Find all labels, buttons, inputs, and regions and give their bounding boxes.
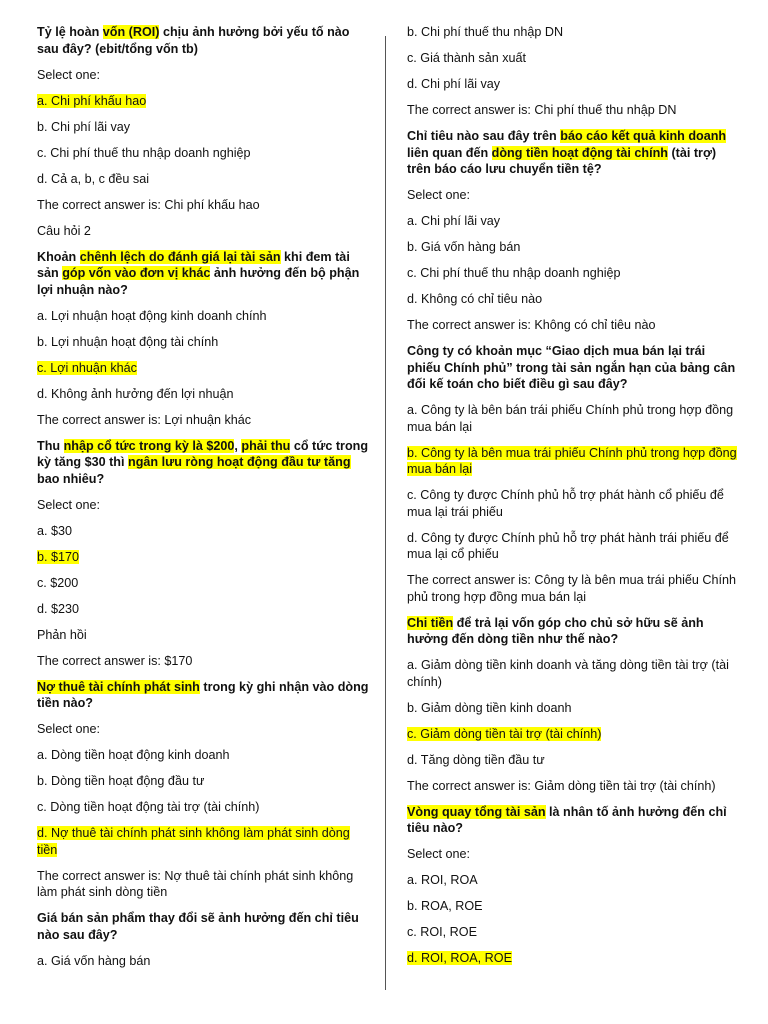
option-correct: c. Giảm dòng tiền tài trợ (tài chính) — [407, 726, 602, 741]
question-1: Tỷ lệ hoàn vốn (ROI) chịu ảnh hưởng bởi yếu tố nào sau đây? (ebit/tổng vốn tb) — [37, 25, 350, 56]
option: a. Dòng tiền hoạt động kinh doanh — [37, 748, 230, 762]
option: c. Chi phí thuế thu nhập doanh nghiệp — [407, 266, 621, 280]
option: a. Công ty là bên bán trái phiếu Chính phủ trong hợp đồng mua bán lại — [407, 403, 734, 434]
select-one-label: Select one: — [407, 188, 471, 202]
option: d. Tăng dòng tiền đầu tư — [407, 752, 545, 767]
option: b. Giá vốn hàng bán — [407, 240, 521, 254]
option: a. Chi phí lãi vay — [407, 214, 501, 228]
option: a. $30 — [37, 523, 73, 538]
option-correct: d. Nợ thuê tài chính phát sinh không làm phát sinh dòng tiền — [37, 826, 350, 857]
option: d. Không ảnh hưởng đến lợi nhuận — [37, 386, 234, 401]
option-correct: b. $170 — [37, 549, 80, 564]
select-one-label: Select one: — [37, 67, 101, 82]
option: c. Chi phí thuế thu nhập doanh nghiệp — [37, 145, 251, 160]
option: c. ROI, ROE — [407, 925, 477, 939]
option-correct: c. Lợi nhuận khác — [37, 360, 137, 375]
select-one-label: Select one: — [37, 497, 101, 512]
question-9: Vòng quay tổng tài sản là nhân tố ảnh hưởng đến chỉ tiêu nào? — [407, 804, 727, 835]
column-divider — [385, 36, 386, 990]
correct-answer: The correct answer is: Chi phí thuế thu nhập DN — [407, 103, 677, 117]
correct-answer: The correct answer is: Giảm dòng tiền tài trợ (tài chính) — [407, 778, 716, 793]
feedback-label: Phản hồi — [37, 627, 87, 642]
correct-answer: The correct answer is: Công ty là bên mua trái phiếu Chính phủ trong hợp đồng mua bán lại — [407, 573, 736, 604]
option-correct: a. Chi phí khấu hao — [37, 93, 147, 108]
question-2: Khoản chênh lệch do đánh giá lại tài sản khi đem tài sản góp vốn vào đơn vị khác ảnh hưởng đến bộ phận lợi nhuận nào? — [37, 249, 360, 297]
option: d. Không có chỉ tiêu nào — [407, 292, 543, 306]
correct-answer: The correct answer is: $170 — [37, 653, 193, 668]
option: c. $200 — [37, 575, 79, 590]
correct-answer: The correct answer is: Nợ thuê tài chính phát sinh không làm phát sinh dòng tiền — [37, 868, 354, 899]
option: a. Giá vốn hàng bán — [37, 953, 151, 968]
option-correct: d. ROI, ROA, ROE — [407, 951, 512, 965]
correct-answer: The correct answer is: Lợi nhuận khác — [37, 412, 252, 427]
option: b. ROA, ROE — [407, 899, 483, 913]
option: d. Chi phí lãi vay — [407, 77, 501, 91]
option: d. Cả a, b, c đều sai — [37, 171, 150, 186]
right-column — [407, 24, 737, 967]
question-4: Nợ thuê tài chính phát sinh trong kỳ ghi nhận vào dòng tiền nào? — [37, 679, 369, 710]
option: b. Dòng tiền hoạt động đầu tư — [37, 774, 205, 788]
option: c. Giá thành sản xuất — [407, 51, 527, 65]
question-5: Giá bán sản phẩm thay đổi sẽ ảnh hưởng đến chỉ tiêu nào sau đây? — [37, 911, 359, 942]
option: a. Lợi nhuận hoạt động kinh doanh chính — [37, 308, 267, 323]
option: d. Công ty được Chính phủ hỗ trợ phát hành trái phiếu để mua lại cổ phiếu — [407, 530, 729, 561]
option: a. ROI, ROA — [407, 873, 478, 887]
select-one-label: Select one: — [37, 722, 101, 736]
option-correct: b. Công ty là bên mua trái phiếu Chính phủ trong hợp đồng mua bán lại — [407, 445, 737, 476]
option: b. Chi phí lãi vay — [37, 119, 131, 134]
correct-answer: The correct answer is: Chi phí khấu hao — [37, 197, 260, 212]
correct-answer: The correct answer is: Không có chỉ tiêu nào — [407, 318, 656, 332]
option: c. Công ty được Chính phủ hỗ trợ phát hành cổ phiếu để mua lại trái phiếu — [407, 488, 724, 519]
question-6: Chỉ tiêu nào sau đây trên báo cáo kết quả kinh doanh liên quan đến dòng tiền hoạt động tài chính (tài trợ) trên báo cáo lưu chuyển tiền tệ? — [407, 129, 727, 176]
option: b. Lợi nhuận hoạt động tài chính — [37, 334, 219, 349]
question-number: Câu hỏi 2 — [37, 223, 91, 238]
select-one-label: Select one: — [407, 847, 471, 861]
option: c. Dòng tiền hoạt động tài trợ (tài chính) — [37, 800, 260, 814]
question-7: Công ty có khoản mục “Giao dịch mua bán lại trái phiếu Chính phủ” trong tài sản ngắn hạn của bảng cân đối kế toán cho biết điều gì sau đây? — [407, 344, 736, 391]
option: b. Chi phí thuế thu nhập DN — [407, 25, 564, 39]
left-column — [37, 24, 372, 969]
question-3: Thu nhập cổ tức trong kỳ là $200, phải thu cổ tức trong kỳ tăng $30 thì ngân lưu ròng hoạt động đầu tư tăng bao nhiêu? — [37, 438, 369, 486]
question-8: Chi tiền để trả lại vốn góp cho chủ sở hữu sẽ ảnh hưởng đến dòng tiền như thế nào? — [407, 615, 704, 646]
option: a. Giảm dòng tiền kinh doanh và tăng dòng tiền tài trợ (tài chính) — [407, 658, 729, 689]
option: b. Giảm dòng tiền kinh doanh — [407, 700, 572, 715]
option: d. $230 — [37, 601, 80, 616]
